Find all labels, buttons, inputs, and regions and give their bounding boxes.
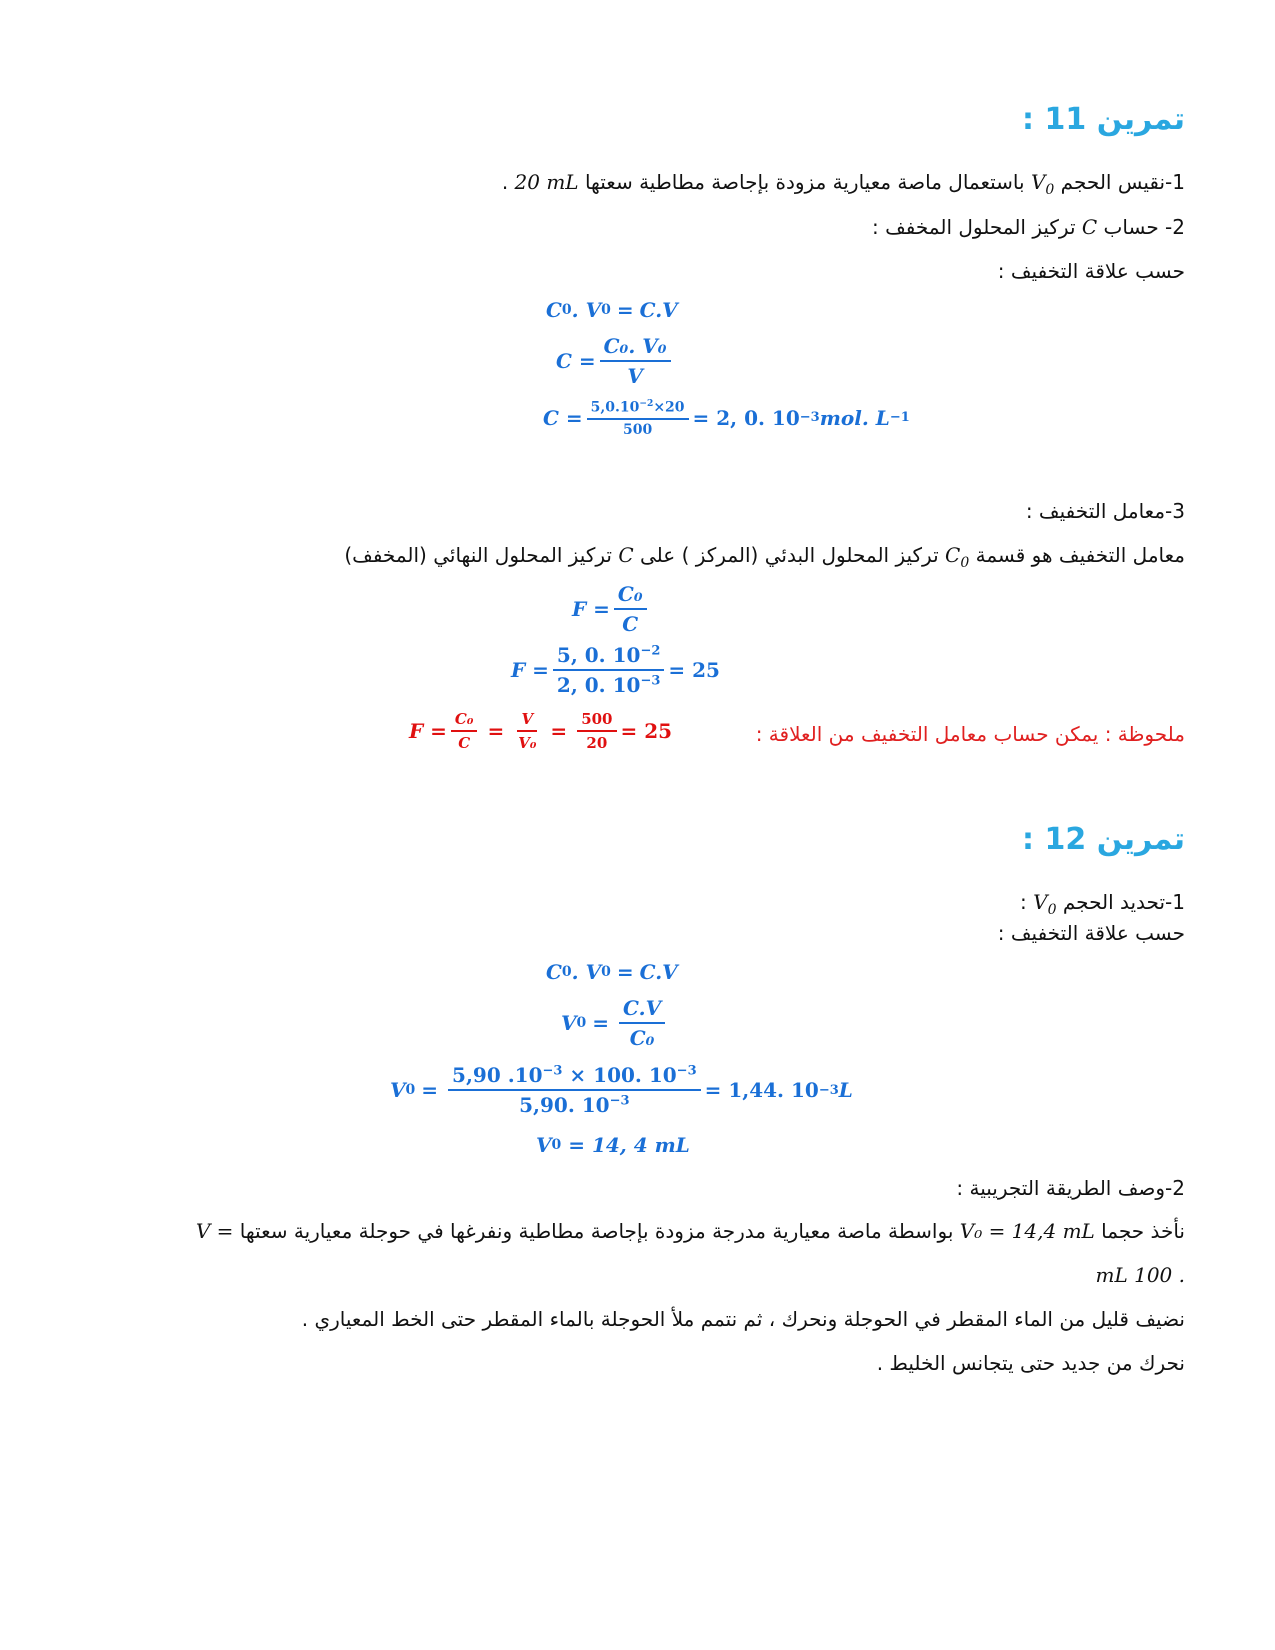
ex11-note-text: ملحوظة : يمكن حساب معامل التخفيف من العلاقة : [755, 722, 1185, 746]
ex11-q2: 2- حساب C تركيز المحلول المخفف : [871, 215, 1185, 239]
ex12-procedure-2: نضيف قليل من الماء المقطر في الحوجلة ونحرك ، ثم نتمم ملأ الحوجلة بالماء المقطر حتى الخط المعياري . [301, 1307, 1185, 1331]
ex12-eq-v0-ml: V 0 = 14, 4 mL [536, 1133, 690, 1157]
ex11-eq-f-value: F = $\frac{5, 0. 10^{-2}}{2, 0. 10^{-3}}$ = 25 [511, 643, 720, 697]
ex11-eq-c-formula: C = $\frac{\text{C₀. V₀}}{V}$ [556, 334, 675, 388]
ex12-procedure-3: نحرك من جديد حتى يتجانس الخليط . [876, 1351, 1185, 1375]
ex11-q1: 1-نقيس الحجم $V_0$ باستعمال ماصة معيارية مزودة بإجاصة مطاطية سعتها 20 mL . [501, 170, 1185, 198]
ex11-dilution-relation: حسب علاقة التخفيف : [997, 259, 1185, 283]
ex11-eq-conservation: C 0 . V 0 = C.V [546, 298, 678, 322]
ex12-eq-v0-value: V 0 = $\frac{5,90 .10^{-3} \times 100. 10^{-3}}{5,90. 10^{-3}}$ = 1,44. 10 −3 L [390, 1063, 853, 1117]
ex12-q2: 2-وصف الطريقة التجريبية : [956, 1176, 1185, 1200]
exercise-11-title: تمرين 11 : [1022, 102, 1185, 137]
ex12-eq-conservation: C 0 . V 0 = C.V [546, 960, 678, 984]
ex12-eq-v0-formula: V 0 = $\frac{C.V}{\text{C₀}}$ [561, 996, 669, 1050]
ex12-procedure-1: نأخذ حجما V₀ = 14,4 mL بواسطة ماصة معيارية مدرجة مزودة بإجاصة مطاطية ونفرغها في حوجلة معيارية سعتها V = [195, 1219, 1185, 1243]
ex11-eq-c-value: C = $\frac{5,0.10^{-2}\times 20}{500}$ = 2, 0. 10 −3 mol. L −1 [543, 398, 910, 438]
ex11-note-equation: F = $\frac{\text{C₀}}{C}$ = $\frac{V}{\text{V₀}}$ = $\frac{500}{20}$ = 25 [409, 710, 673, 752]
ex12-dilution-relation: حسب علاقة التخفيف : [997, 921, 1185, 945]
v0-symbol: $V_0$ [1030, 170, 1055, 198]
ex11-eq-f-formula: F = $\frac{\text{C₀}}{C}$ [572, 582, 651, 636]
exercise-12-title: تمرين 12 : [1022, 822, 1185, 857]
ex12-procedure-1-cont: . 100 mL [1095, 1263, 1185, 1287]
ex12-q1: 1-تحديد الحجم $V_0$ : [1020, 890, 1185, 918]
ex11-q3: 3-معامل التخفيف : [1025, 499, 1185, 523]
ex11-definition: معامل التخفيف هو قسمة $C_0$ تركيز المحلول البدئي (المركز ) على C تركيز المحلول النهائي (المخفف) [344, 543, 1185, 571]
